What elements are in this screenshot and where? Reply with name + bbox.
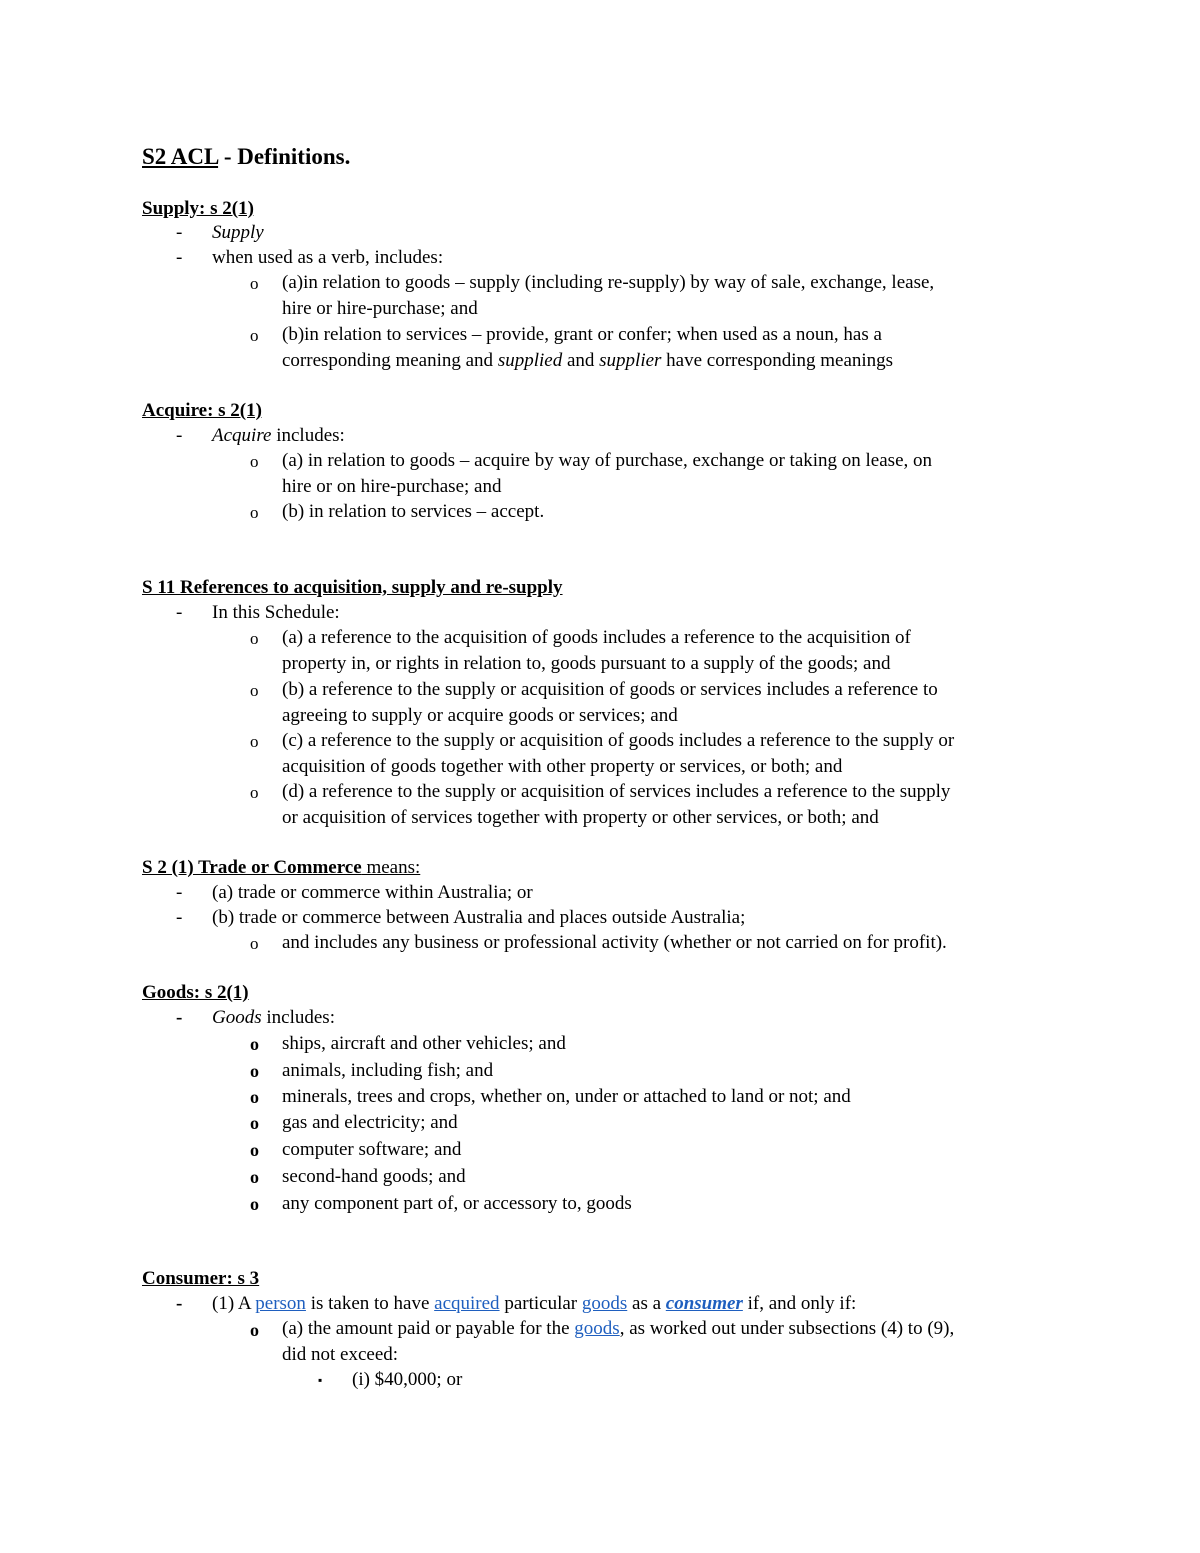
supply-term: Supply — [212, 222, 264, 243]
goods-line-1 — [212, 1007, 335, 1029]
goods-item: second-hand goods; and — [282, 1166, 466, 1187]
supply-heading: Supply: s 2(1) — [142, 198, 254, 219]
circle-bullet: o — [250, 1194, 259, 1214]
circle-bullet: o — [250, 452, 259, 471]
supply-line-6 — [282, 350, 893, 372]
circle-bullet: o — [250, 1034, 259, 1054]
trade-heading-text: S 2 (1) Trade or Commerce — [142, 857, 362, 878]
square-bullet: ▪ — [318, 1373, 323, 1387]
text-span: and — [562, 350, 600, 371]
dash-bullet: - — [176, 882, 183, 903]
page-title — [142, 144, 350, 170]
goods-heading: Goods: s 2(1) — [142, 982, 249, 1003]
supplier-term: supplier — [599, 350, 662, 371]
text-span: includes: — [261, 1007, 335, 1028]
circle-bullet: o — [250, 274, 259, 293]
title-prefix: S2 ACL — [142, 144, 219, 169]
goods-item: gas and electricity; and — [282, 1112, 458, 1133]
goods-item: ships, aircraft and other vehicles; and — [282, 1033, 566, 1054]
acquire-line-3: hire or on hire-purchase; and — [282, 476, 502, 497]
s11-line-7: acquisition of goods together with other property or services, or both; and — [282, 756, 843, 777]
text-span: , as worked out under subsections (4) to (9), — [619, 1318, 955, 1339]
supply-line-4: hire or hire-purchase; and — [282, 298, 478, 319]
goods-link[interactable]: goods — [581, 1293, 628, 1314]
s11-line-8: (d) a reference to the supply or acquisition of services includes a reference to the supply — [282, 781, 951, 802]
dash-bullet: - — [176, 907, 183, 928]
s11-line-5: agreeing to supply or acquire goods or services; and — [282, 705, 678, 726]
consumer-line-3: did not exceed: — [282, 1344, 399, 1365]
acquired-link[interactable]: acquired — [434, 1293, 500, 1314]
dash-bullet: - — [176, 1007, 183, 1028]
dash-bullet: - — [176, 222, 183, 243]
s11-line-2: (a) a reference to the acquisition of goods includes a reference to the acquisition of — [282, 627, 911, 648]
circle-bullet: o — [250, 1320, 259, 1340]
supply-line-1 — [212, 222, 264, 244]
goods-item: animals, including fish; and — [282, 1060, 494, 1081]
goods-item: minerals, trees and crops, whether on, under or attached to land or not; and — [282, 1086, 851, 1107]
text-span: have corresponding meanings — [661, 350, 894, 371]
person-link[interactable]: person — [255, 1293, 306, 1314]
title-suffix: - Definitions. — [218, 144, 351, 169]
acquire-line-1 — [212, 425, 345, 447]
consumer-line-4: (i) $40,000; or — [352, 1369, 463, 1390]
s11-line-6: (c) a reference to the supply or acquisition of goods includes a reference to the supply or — [282, 730, 955, 751]
acquire-line-4: (b) in relation to services – accept. — [282, 501, 545, 522]
circle-bullet: o — [250, 1087, 259, 1107]
circle-bullet: o — [250, 681, 259, 700]
s11-line-1: In this Schedule: — [212, 602, 340, 623]
trade-line-3: and includes any business or professional activity (whether or not carried on for profit). — [282, 932, 947, 953]
text-span: corresponding meaning and — [282, 350, 498, 371]
circle-bullet: o — [250, 1167, 259, 1187]
circle-bullet: o — [250, 1113, 259, 1133]
supplied-term: supplied — [497, 350, 563, 371]
trade-heading — [142, 857, 420, 879]
dash-bullet: - — [176, 1293, 183, 1314]
circle-bullet: o — [250, 934, 259, 953]
goods-item: computer software; and — [282, 1139, 462, 1160]
consumer-link[interactable]: consumer — [665, 1293, 743, 1314]
s11-heading: S 11 References to acquisition, supply and re-supply — [142, 577, 563, 598]
s11-line-3: property in, or rights in relation to, goods pursuant to a supply of the goods; and — [282, 653, 891, 674]
goods-link[interactable]: goods — [574, 1318, 620, 1339]
circle-bullet: o — [250, 732, 259, 751]
circle-bullet: o — [250, 1061, 259, 1081]
consumer-line-1 — [212, 1293, 856, 1315]
circle-bullet: o — [250, 503, 259, 522]
text-span: particular — [499, 1293, 582, 1314]
dash-bullet: - — [176, 602, 183, 623]
goods-term: Goods — [212, 1007, 262, 1028]
circle-bullet: o — [250, 629, 259, 648]
s11-line-9: or acquisition of services together with property or other services, or both; and — [282, 807, 879, 828]
text-span: includes: — [271, 425, 345, 446]
consumer-line-2 — [282, 1318, 954, 1340]
acquire-heading: Acquire: s 2(1) — [142, 400, 262, 421]
goods-item: any component part of, or accessory to, goods — [282, 1193, 632, 1214]
text-span: (1) A — [212, 1293, 256, 1314]
acquire-line-2: (a) in relation to goods – acquire by way of purchase, exchange or taking on lease, on — [282, 450, 932, 471]
text-span: is taken to have — [305, 1293, 435, 1314]
acquire-term: Acquire — [212, 425, 272, 446]
circle-bullet: o — [250, 783, 259, 802]
text-span: (a) the amount paid or payable for the — [282, 1318, 575, 1339]
supply-line-5: (b)in relation to services – provide, grant or confer; when used as a noun, has a — [282, 324, 882, 345]
supply-line-3: (a)in relation to goods – supply (including re-supply) by way of sale, exchange, lease, — [282, 272, 935, 293]
dash-bullet: - — [176, 425, 183, 446]
text-span: if, and only if: — [742, 1293, 857, 1314]
circle-bullet: o — [250, 326, 259, 345]
dash-bullet: - — [176, 247, 183, 268]
consumer-heading: Consumer: s 3 — [142, 1268, 260, 1289]
text-span: as a — [627, 1293, 666, 1314]
circle-bullet: o — [250, 1140, 259, 1160]
trade-line-2: (b) trade or commerce between Australia and places outside Australia; — [212, 907, 746, 928]
supply-line-2: when used as a verb, includes: — [212, 247, 444, 268]
trade-heading-suffix: means: — [361, 857, 421, 878]
s11-line-4: (b) a reference to the supply or acquisition of goods or services includes a reference to — [282, 679, 938, 700]
trade-line-1: (a) trade or commerce within Australia; or — [212, 882, 533, 903]
